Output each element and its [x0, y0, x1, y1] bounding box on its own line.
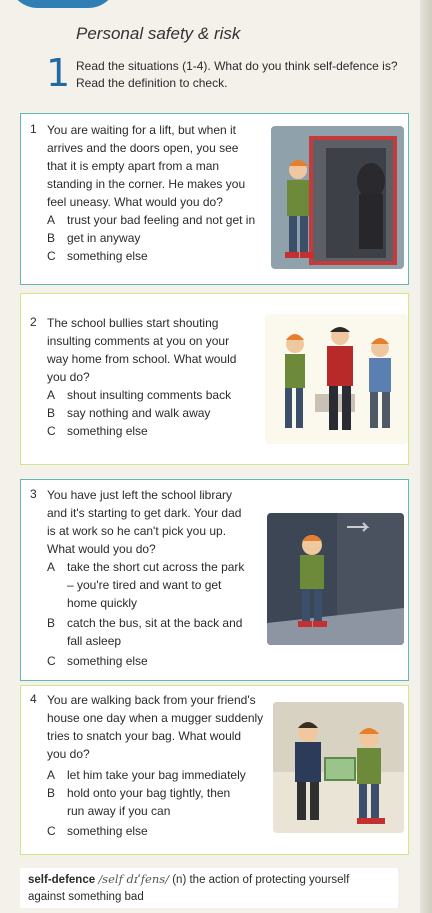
text-line: You have just left the school library	[47, 488, 232, 502]
text-line: You are waiting for a lift, but when it	[47, 123, 236, 137]
option-c	[47, 247, 148, 265]
exercise-instructions	[76, 58, 421, 92]
situation-text	[47, 486, 241, 558]
option-b	[47, 784, 230, 820]
option-c	[47, 652, 148, 670]
option-text: – you're tired and want to get	[67, 578, 222, 592]
text-line: house one day when a mugger suddenly	[47, 711, 264, 725]
option-text: something else	[67, 654, 148, 668]
option-letter: A	[47, 213, 56, 227]
option-letter: B	[47, 406, 56, 420]
option-a	[47, 766, 246, 784]
section-title: Personal safety & risk	[76, 24, 241, 43]
option-text: something else	[67, 424, 148, 438]
option-text: hold onto your bag tightly, then	[67, 786, 231, 800]
option-text: something else	[67, 249, 148, 263]
option-b	[47, 404, 210, 422]
instruction-line: Read the definition to check.	[76, 76, 228, 90]
situation-card-3	[20, 479, 409, 681]
option-text: catch the bus, sit at the back and	[67, 616, 243, 630]
instruction-line: Read the situations (1-4). What do you think self-defence is?	[76, 59, 398, 73]
option-letter: C	[47, 424, 56, 438]
option-a	[47, 211, 255, 229]
option-text: run away if you can	[67, 804, 171, 818]
situation-number: 2	[30, 315, 37, 329]
dark-street-illustration	[267, 513, 404, 645]
situation-text	[47, 314, 236, 386]
option-c	[47, 422, 148, 440]
bullies-illustration	[265, 314, 408, 444]
text-line: You are walking back from your friend's	[47, 693, 256, 707]
situation-card-4	[20, 685, 409, 855]
option-text: something else	[67, 824, 148, 838]
situation-text	[47, 691, 263, 763]
option-letter: B	[47, 231, 56, 245]
option-letter: A	[47, 768, 56, 782]
lift-illustration	[271, 126, 404, 269]
option-b	[47, 229, 140, 247]
text-line: you do?	[47, 370, 90, 384]
option-letter: C	[47, 824, 56, 838]
option-text: say nothing and walk away	[67, 406, 211, 420]
situation-card-1	[20, 113, 409, 285]
option-text: fall asleep	[67, 634, 122, 648]
definition-text: the action of protecting yourself	[189, 874, 350, 886]
mugger-illustration	[273, 702, 404, 833]
text-line: The school bullies start shouting	[47, 316, 219, 330]
decorative-banner	[8, 0, 118, 8]
option-letter: B	[47, 616, 56, 630]
text-line: standing in the corner. He makes you	[47, 177, 246, 191]
option-text: get in anyway	[67, 231, 141, 245]
text-line: and it's starting to get dark. Your dad	[47, 506, 242, 520]
situation-card-2	[20, 293, 409, 465]
option-text: let him take your bag immediately	[67, 768, 246, 782]
option-b	[47, 614, 242, 650]
option-letter: A	[47, 388, 56, 402]
option-letter: B	[47, 786, 56, 800]
option-letter: A	[47, 560, 56, 574]
option-c	[47, 822, 148, 840]
text-line: tries to snatch your bag. What would	[47, 729, 242, 743]
option-text: trust your bad feeling and not get in	[67, 213, 256, 227]
text-line: arrives and the doors open, you see	[47, 141, 239, 155]
text-line: you do?	[47, 747, 90, 761]
text-line: way home from school. What would	[47, 352, 237, 366]
situation-text	[47, 121, 245, 211]
definition-text-cont: against something bad	[28, 891, 144, 903]
option-letter: C	[47, 654, 56, 668]
text-line: is at work so he can't pick you up.	[47, 524, 227, 538]
situation-number: 3	[30, 487, 37, 501]
option-a	[47, 386, 231, 404]
definition-line	[28, 871, 390, 889]
text-line: that it is empty apart from a man	[47, 159, 220, 173]
definition-term: self-defence	[28, 874, 96, 886]
definition-pos: (n)	[172, 874, 187, 886]
page-edge	[420, 0, 432, 913]
situation-number: 4	[30, 692, 37, 706]
situation-number: 1	[30, 122, 37, 136]
option-letter: C	[47, 249, 56, 263]
definition-box	[20, 868, 398, 908]
text-line: insulting comments at you on your	[47, 334, 230, 348]
exercise-number: 1	[46, 51, 71, 95]
text-line: feel uneasy. What would you do?	[47, 195, 223, 209]
definition-pronunciation: /self dɪˈfens/	[98, 872, 170, 886]
text-line: What would you do?	[47, 542, 156, 556]
option-text: shout insulting comments back	[67, 388, 232, 402]
option-text: take the short cut across the park	[67, 560, 245, 574]
option-a	[47, 558, 244, 612]
option-text: home quickly	[67, 596, 138, 610]
